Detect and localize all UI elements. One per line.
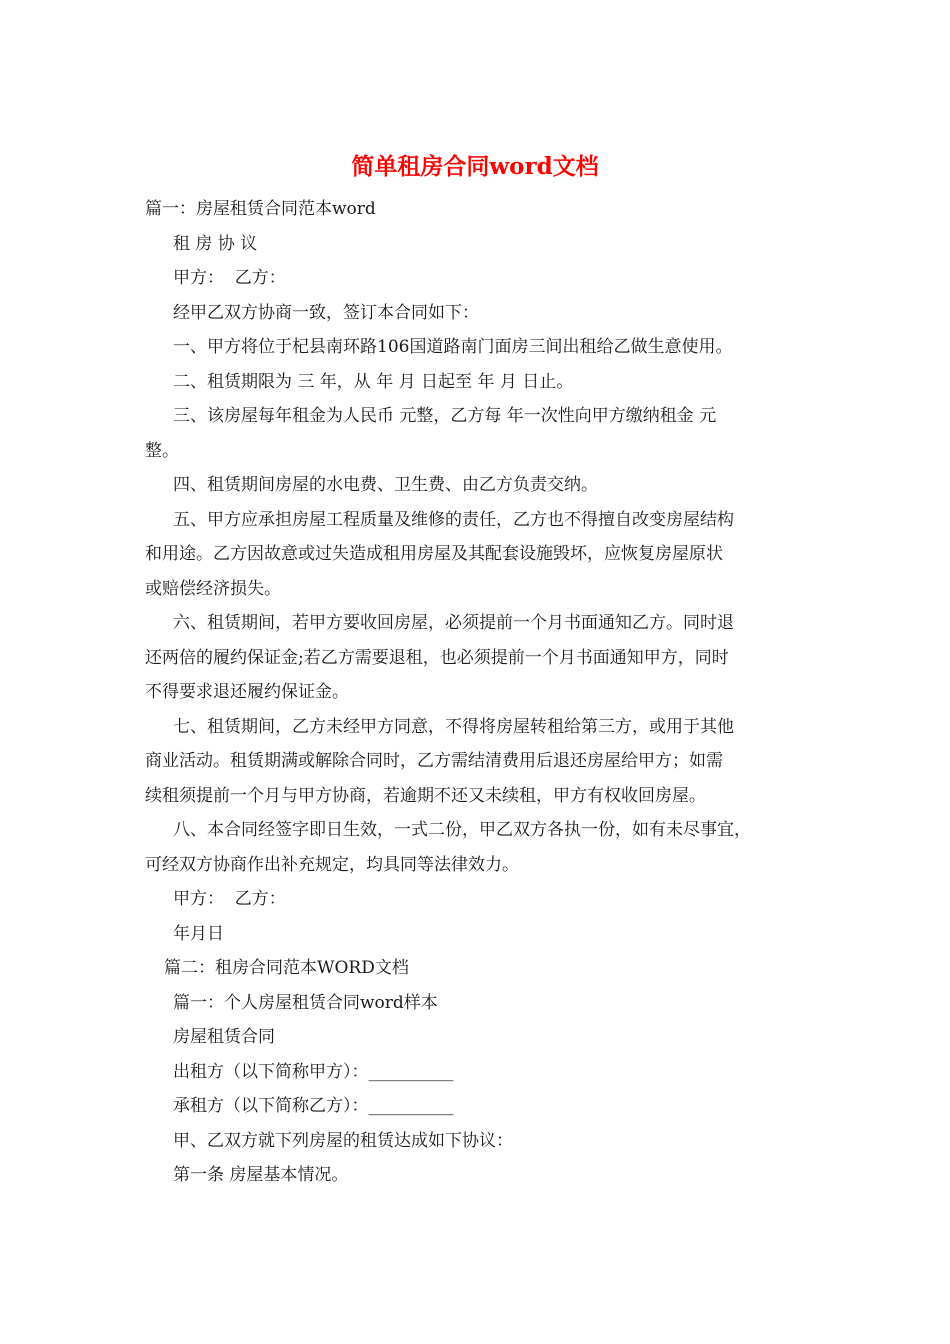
signature-line: 甲方： 乙方： xyxy=(173,889,286,909)
section-heading-1: 篇一：房屋租赁合同范本word xyxy=(145,199,376,219)
clause-3: 三、该房屋每年租金为人民币 元整，乙方每 年一次性向甲方缴纳租金 元 整。 xyxy=(145,406,717,461)
clause-1: 一、甲方将位于杞县南环路106国道路南门面房三间出租给乙做生意使用。 xyxy=(173,337,733,357)
document-title: 简单租房合同word文档 xyxy=(351,153,599,180)
article-1: 第一条 房屋基本情况。 xyxy=(173,1165,349,1185)
document-body xyxy=(145,192,815,1193)
agreement-heading: 租 房 协 议 xyxy=(173,233,258,254)
paragraph: 甲、乙双方就下列房屋的租赁达成如下协议： xyxy=(173,1130,513,1151)
party-line: 甲方： 乙方： xyxy=(173,268,286,288)
section-heading-2: 篇二：租房合同范本WORD文档 xyxy=(164,958,409,978)
lessee-line: 承租方（以下简称乙方）：__________ xyxy=(173,1096,454,1116)
clause-2: 二、租赁期限为 三 年，从 年 月 日起至 年 月 日止。 xyxy=(173,371,574,392)
clause-8: 八、本合同经签字即日生效，一式二份，甲乙双方各执一份，如有未尽事宜， 可经双方协商作出补充规定，均具同等法律效力。 xyxy=(145,820,751,875)
contract-heading: 房屋租赁合同 xyxy=(173,1027,275,1047)
lessor-line: 出租方（以下简称甲方）：__________ xyxy=(173,1061,454,1082)
paragraph: 经甲乙双方协商一致，签订本合同如下： xyxy=(173,302,479,323)
clause-4: 四、租赁期间房屋的水电费、卫生费、由乙方负责交纳。 xyxy=(173,475,598,495)
date-line: 年月日 xyxy=(173,923,224,944)
clause-7: 七、租赁期间，乙方未经甲方同意，不得将房屋转租给第三方，或用于其他 商业活动。租赁期满或解除合同时，乙方需结清费用后退还房屋给甲方；如需 续租须提前一个月与甲方协商，若逾期不还又未续租，甲方有权收回房屋。 xyxy=(145,716,734,806)
clause-5: 五、甲方应承担房屋工程质量及维修的责任，乙方也不得擅自改变房屋结构 和用途。乙方因故意或过失造成租用房屋及其配套设施毁坏，应恢复房屋原状 或赔偿经济损失。 xyxy=(145,509,734,599)
clause-6: 六、租赁期间，若甲方要收回房屋，必须提前一个月书面通知乙方。同时退 还两倍的履约保证金;若乙方需要退租，也必须提前一个月书面通知甲方，同时 不得要求退还履约保证金。 xyxy=(145,613,734,702)
sub-heading: 篇一：个人房屋租赁合同word样本 xyxy=(173,992,438,1013)
